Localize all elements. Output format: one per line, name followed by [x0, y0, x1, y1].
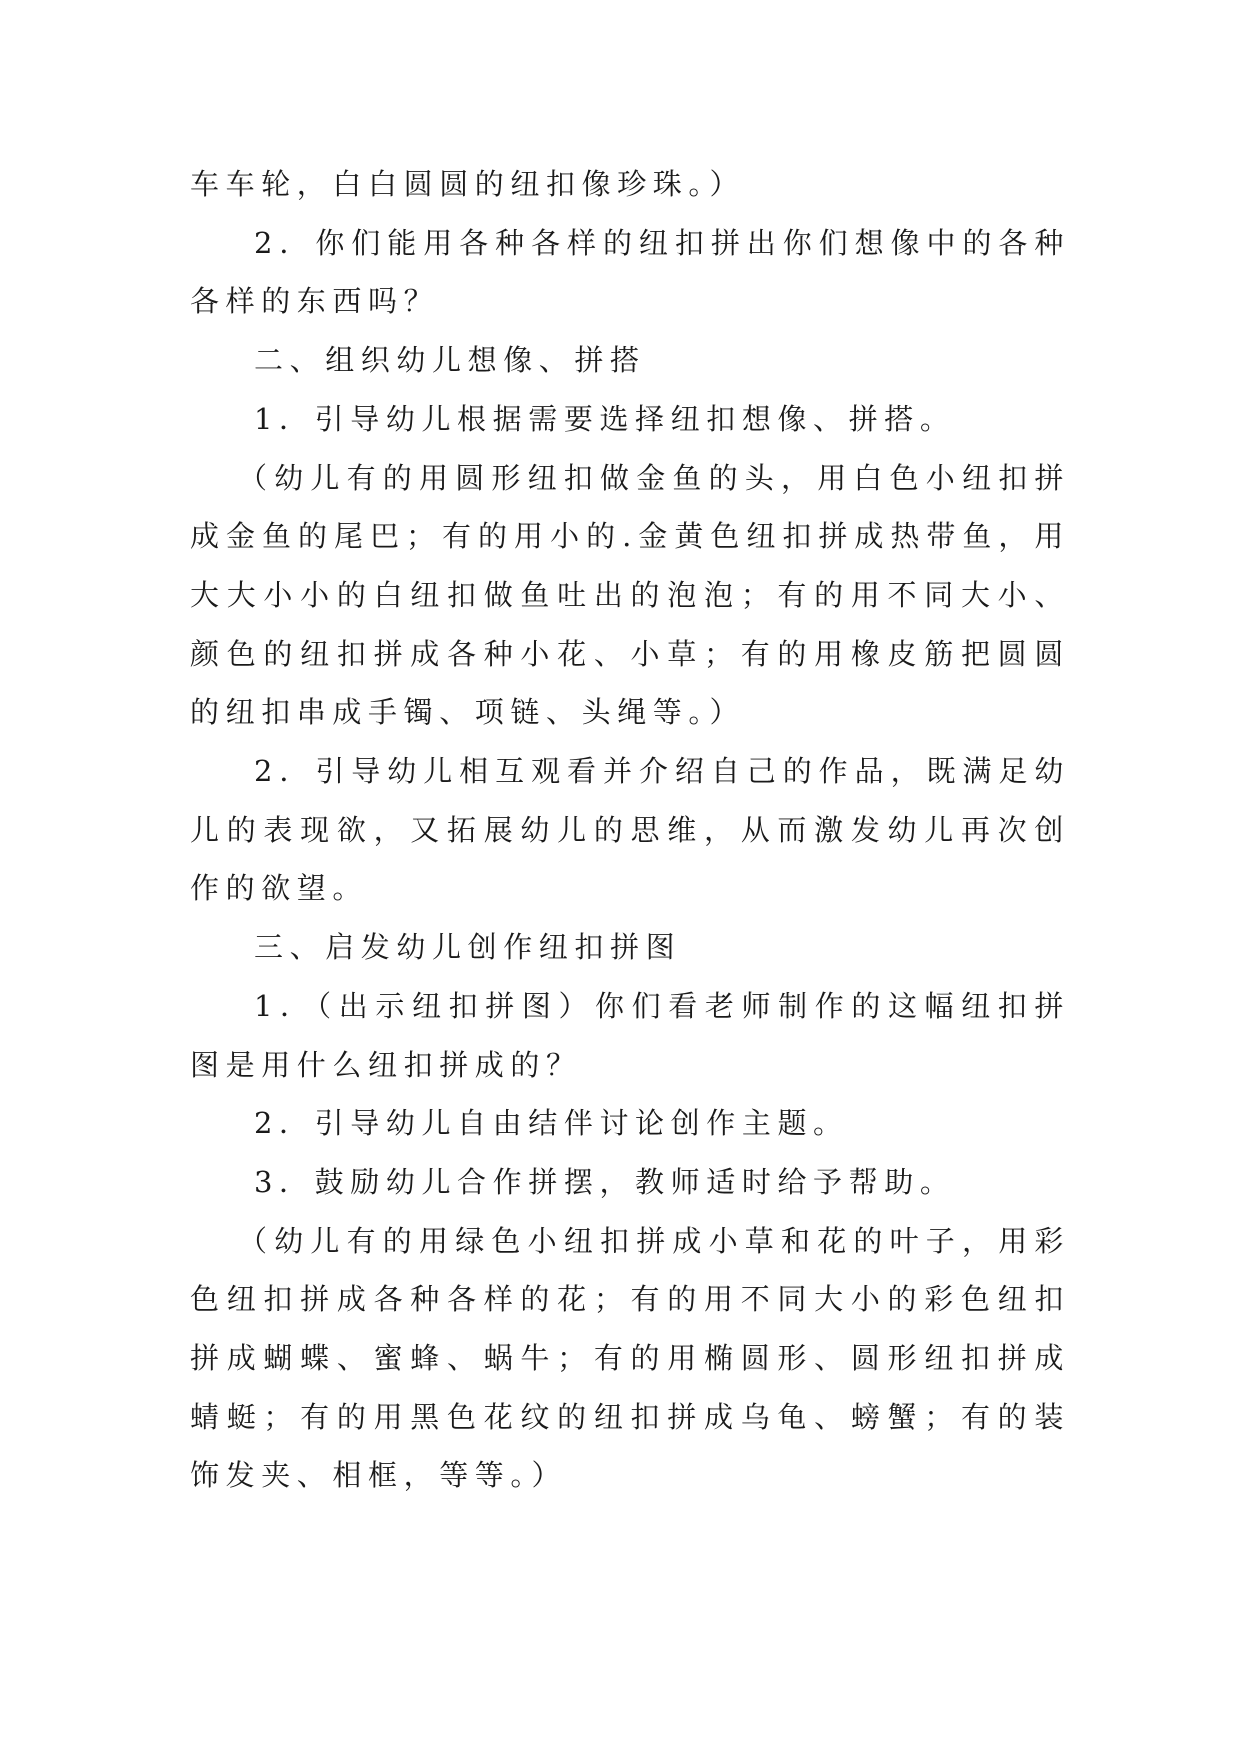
paragraph-step-2: 2．引导幼儿相互观看并介绍自己的作品，既满足幼儿的表现欲，又拓展幼儿的思维，从而激发幼儿再次创作的欲望。: [190, 754, 1070, 906]
paragraph-note-2: （幼儿有的用绿色小纽扣拼成小草和花的叶子，用彩色纽扣拼成各种各样的花；有的用不同大小的彩色纽扣拼成蝴蝶、蜜蜂、蜗牛；有的用椭圆形、圆形纽扣拼成蜻蜓；有的用黑色花纹的纽扣拼成乌龟、螃蟹；有的装饰发夹、相框，等等。）: [190, 1223, 1070, 1493]
document-body: [190, 155, 1070, 1505]
paragraph-continuation: 车车轮，白白圆圆的纽扣像珍珠。）: [190, 167, 746, 201]
paragraph-step-1: 1．引导幼儿根据需要选择纽扣想像、拼搭。: [254, 401, 956, 436]
paragraph-step-3-1: 1．（出示纽扣拼图）你们看老师制作的这幅纽扣拼图是用什么纽扣拼成的？: [190, 988, 1070, 1082]
section-heading-2: 二、组织幼儿想像、拼搭: [254, 343, 646, 378]
section-heading-3: 三、启发幼儿创作纽扣拼图: [254, 930, 682, 965]
paragraph-step-3-3: 3．鼓励幼儿合作拼摆，教师适时给予帮助。: [254, 1164, 956, 1199]
paragraph-question-2: 2．你们能用各种各样的纽扣拼出你们想像中的各种各样的东西吗？: [190, 225, 1070, 319]
paragraph-step-3-2: 2．引导幼儿自由结伴讨论创作主题。: [254, 1106, 849, 1141]
paragraph-note-1: （幼儿有的用圆形纽扣做金鱼的头，用白色小纽扣拼成金鱼的尾巴；有的用小的.金黄色纽扣拼成热带鱼，用大大小小的白纽扣做鱼吐出的泡泡；有的用不同大小、颜色的纽扣拼成各种小花、小草；有的用橡皮筋把圆圆的纽扣串成手镯、项链、头绳等。）: [190, 460, 1070, 730]
